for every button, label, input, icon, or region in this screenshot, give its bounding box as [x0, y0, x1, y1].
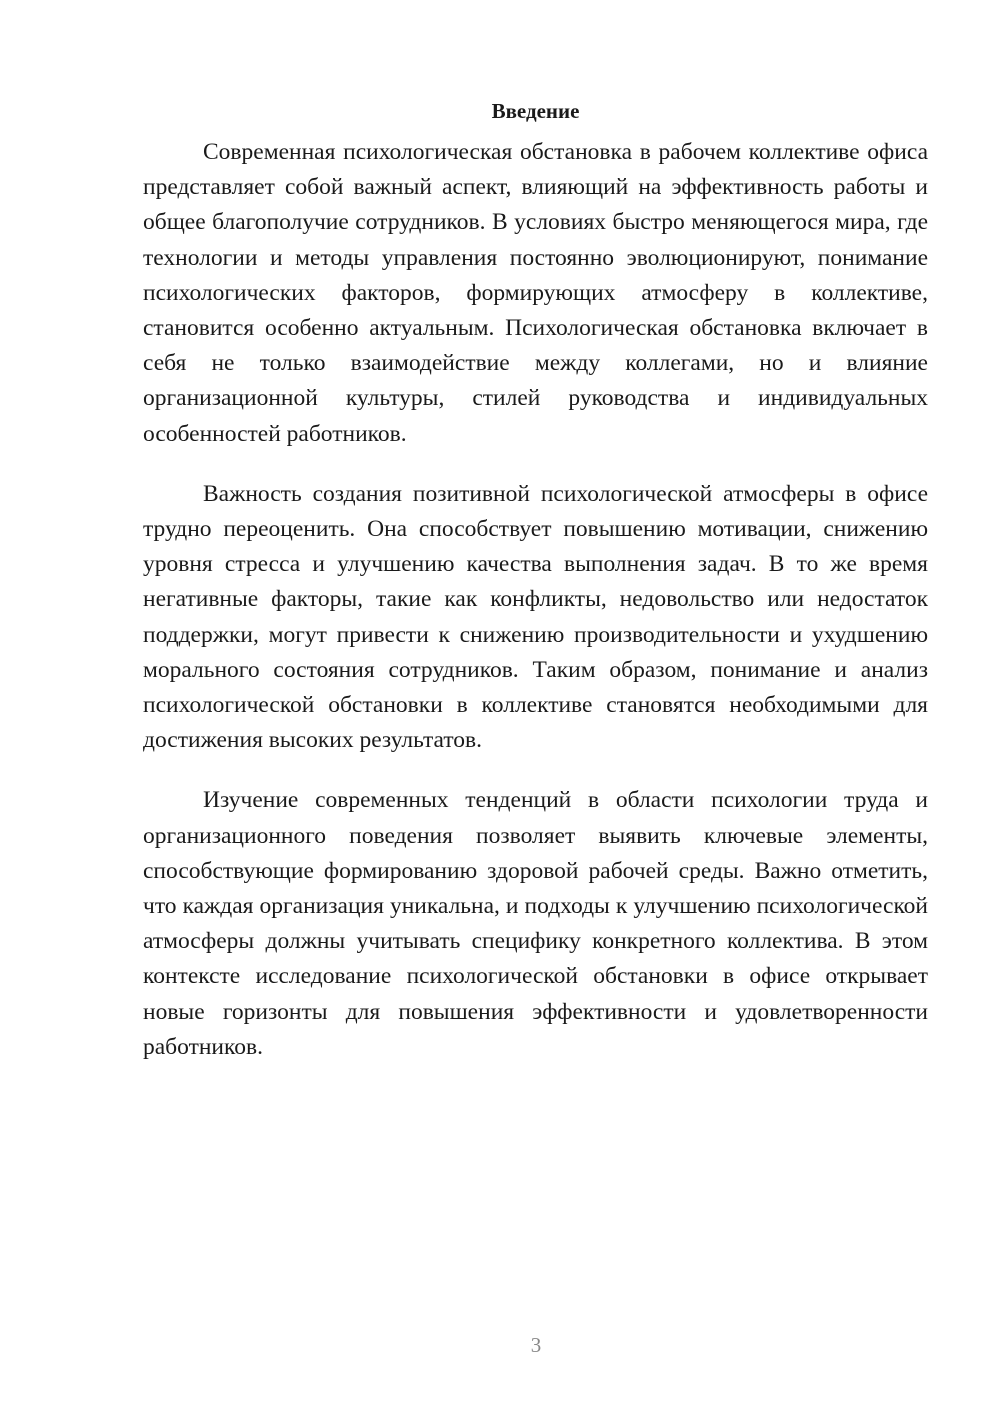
paragraph-1: Современная психологическая обстановка в рабочем коллективе офиса представляет собой важный аспект, влияющий на эффективность работы и общее благополучие сотрудников. В условиях быстро меняющегося мира, где технологии и методы управления постоянно эволюционируют, понимание психологических факторов, формирующих атмосферу в коллективе, становится особенно актуальным. Психологическая обстановка включает в себя не только взаимодействие между коллегами, но и влияние организационной культуры, стилей руководства и индивидуальных особенностей работников. [143, 139, 928, 447]
document-body [143, 95, 928, 1090]
section-heading: Введение [491, 99, 580, 123]
page-number: 3 [530, 1333, 542, 1357]
paragraph-3: Изучение современных тенденций в области психологии труда и организационного поведения позволяет выявить ключевые элементы, способствующие формированию здоровой рабочей среды. Важно отметить, что каждая организация уникальна, и подходы к улучшению психологической атмосферы должны учитывать специфику конкретного коллектива. В этом контексте исследование психологической обстановки в офисе открывает новые горизонты для повышения эффективности и удовлетворенности работников. [143, 787, 928, 1060]
paragraph-2: Важность создания позитивной психологической атмосферы в офисе трудно переоценить. Она способствует повышению мотивации, снижению уровня стресса и улучшению качества выполнения задач. В то же время негативные факторы, такие как конфликты, недовольство или недостаток поддержки, могут привести к снижению производительности и ухудшению морального состояния сотрудников. Таким образом, понимание и анализ психологической обстановки в коллективе становятся необходимыми для достижения высоких результатов. [143, 480, 928, 754]
